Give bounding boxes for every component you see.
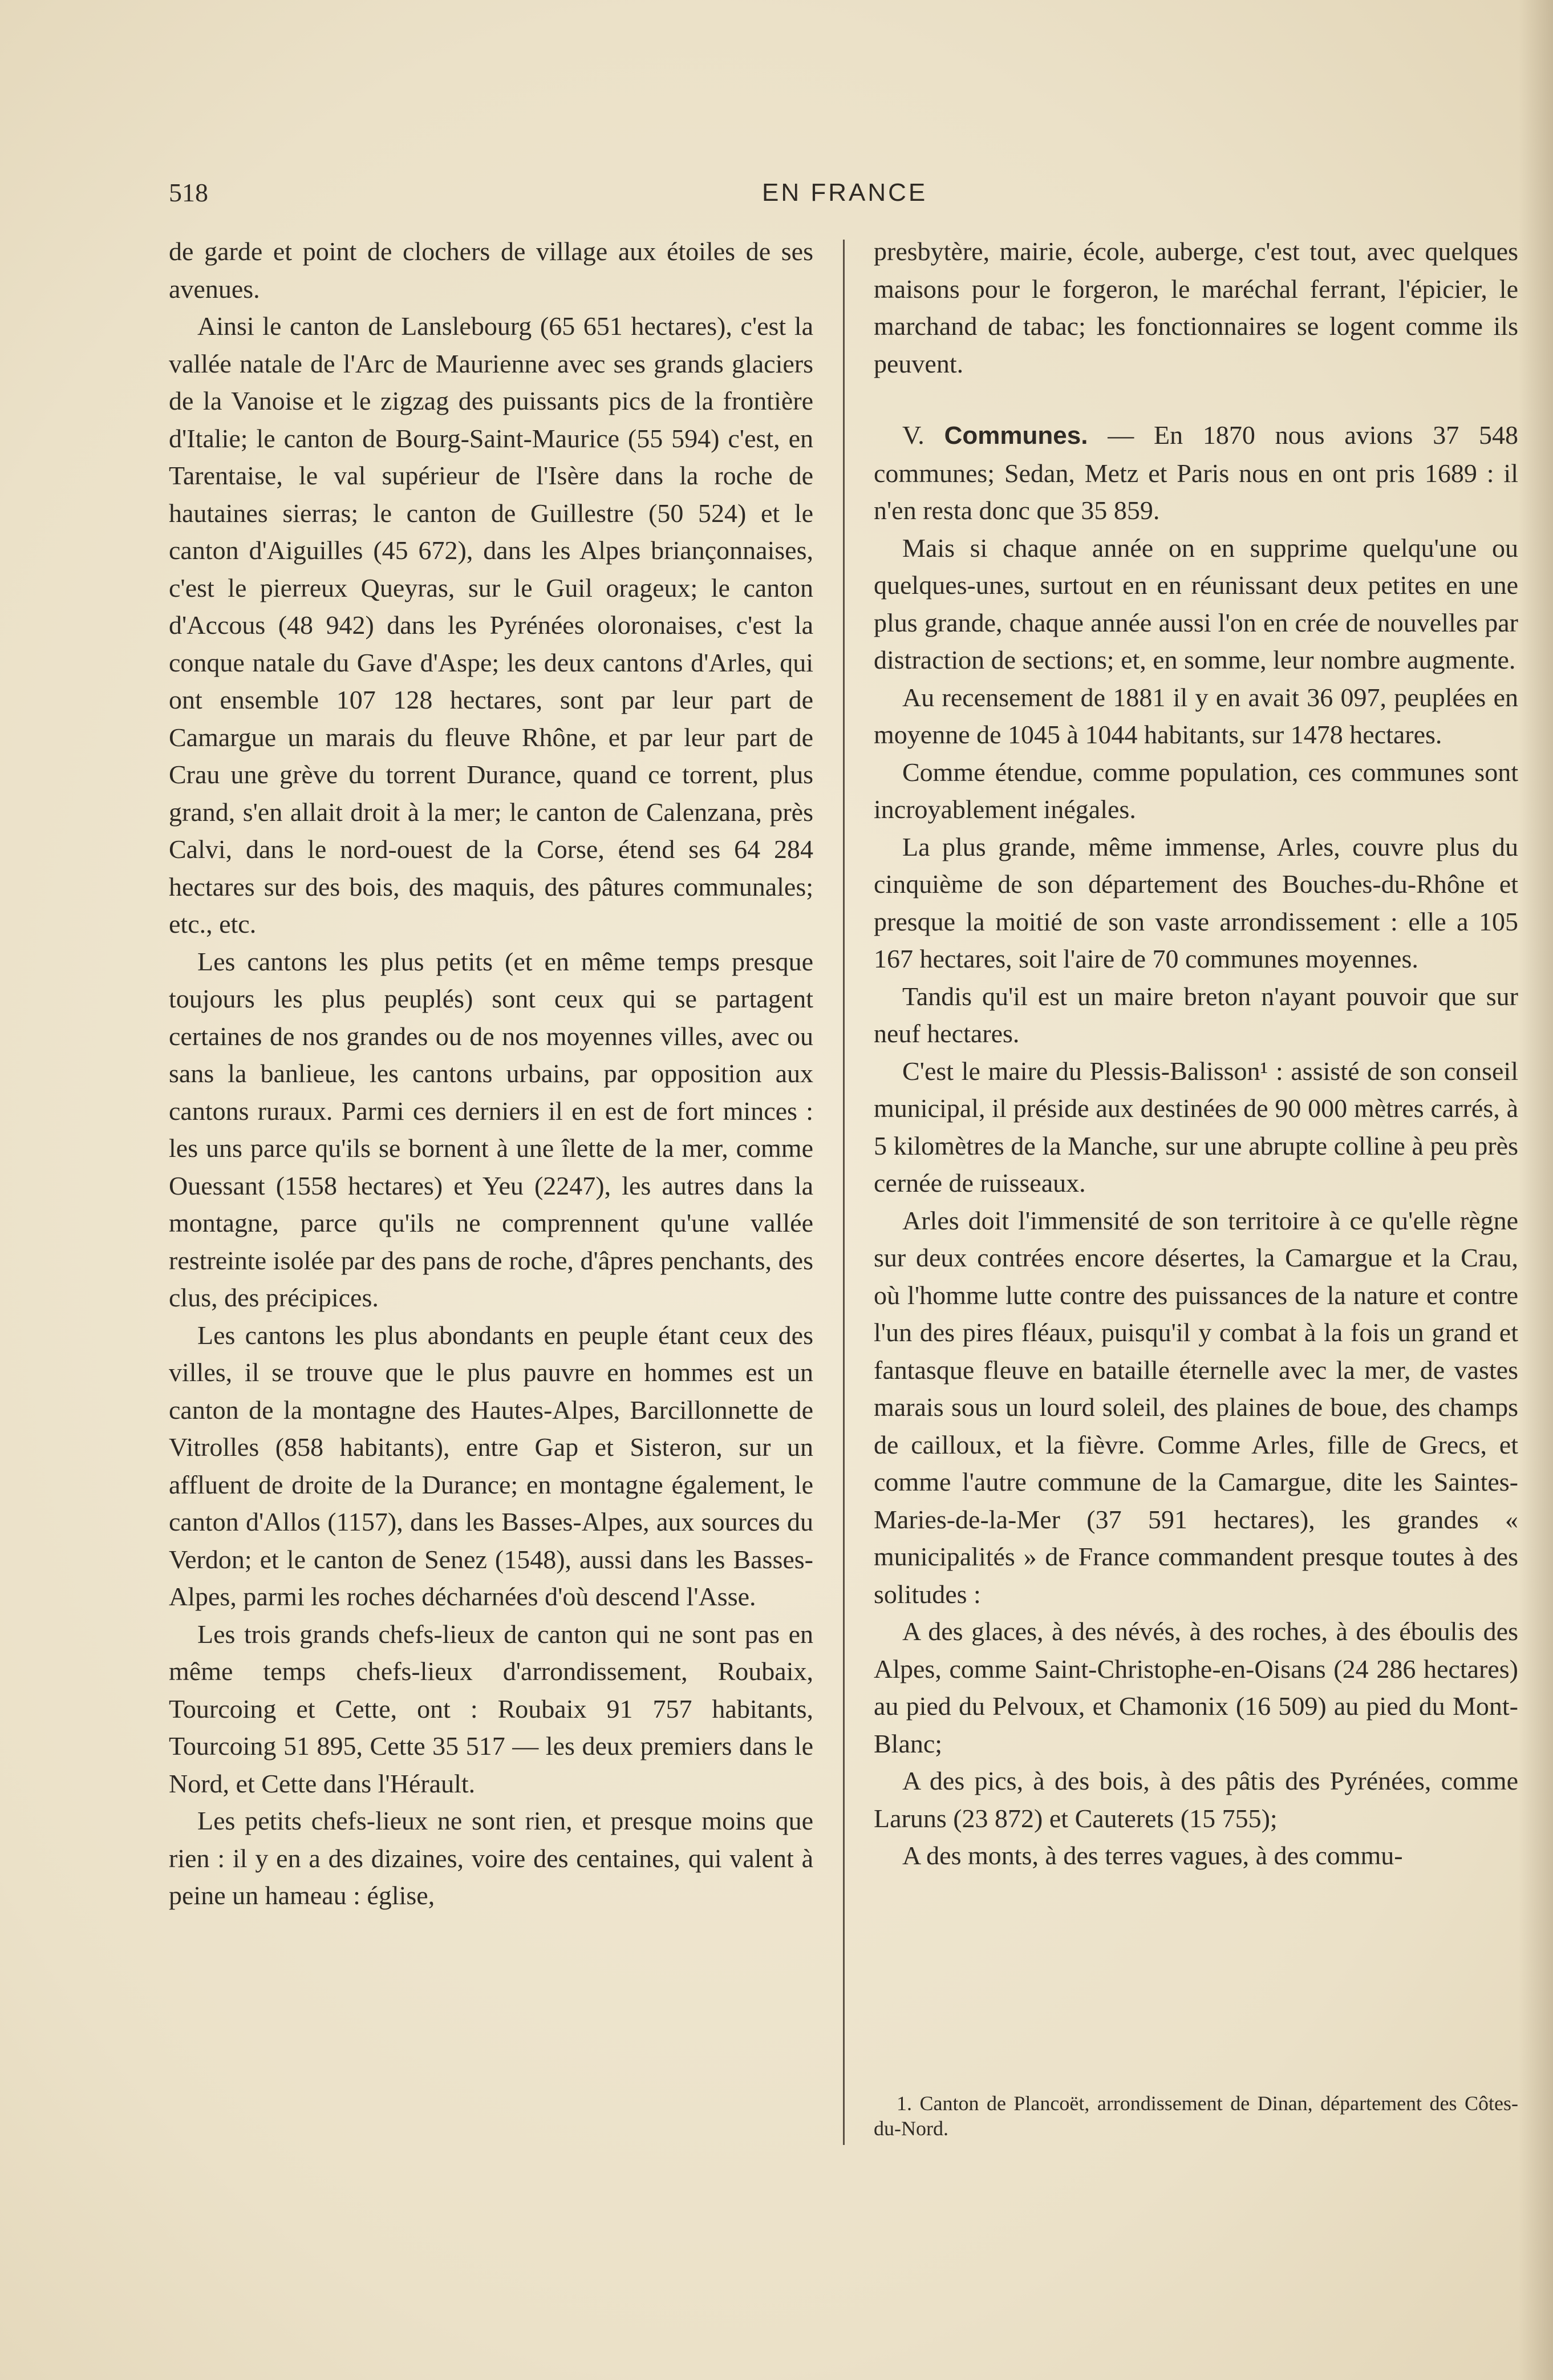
section-heading: Communes. [944,422,1088,450]
paragraph: A des pics, à des bois, à des pâtis des Pyrénées, comme Laruns (23 872) et Cauterets (15 755); [874,1766,1518,1833]
paragraph: La plus grande, même immense, Arles, couvre plus du cinquième de son département des Bouches-du-Rhône et presque la moitié de son vaste arrondissement : elle a 105 167 hectares, soit l'aire de 70 communes moyennes. [874,832,1518,973]
paragraph: de garde et point de clochers de village aux étoiles de ses avenues. [169,237,813,303]
paragraph: Les trois grands chefs-lieux de canton qui ne sont pas en même temps chefs-lieux d'arrondissement, Roubaix, Tourcoing et Cette, ont : Roubaix 91 757 habitants, Tourcoing 51 895, Cette 35 517 — les deux premiers dans le Nord, et Cette dans l'Hérault. [169,1619,813,1798]
page-edge-shadow [1519,0,1553,2380]
paragraph: Au recensement de 1881 il y en avait 36 097, peuplées en moyenne de 1045 à 1044 habitants, sur 1478 hectares. [874,682,1518,749]
right-column [874,233,1518,2150]
running-title: EN FRANCE [762,179,928,207]
running-head [169,176,1518,210]
paragraph: presbytère, mairie, école, auberge, c'est tout, avec quelques maisons pour le forgeron, le maréchal ferrant, l'épicier, le marchand de tabac; les fonctionnaires se logent comme ils peuvent. [874,237,1518,378]
paragraph: Comme étendue, comme population, ces communes sont incroyablement inégales. [874,757,1518,824]
paragraph: A des glaces, à des névés, à des roches, à des éboulis des Alpes, comme Saint-Christophe-en-Oisans (24 286 hectares) au pied du Pelvoux, et Chamonix (16 509) au pied du Mont-Blanc; [874,1617,1518,1758]
paragraph: Les cantons les plus abondants en peuple étant ceux des villes, il se trouve que le plus pauvre en hommes est un canton de la montagne des Hautes-Alpes, Barcillonnette de Vitrolles (858 habitants), entre Gap et Sisteron, sur un affluent de droite de la Durance; en montagne également, le canton d'Allos (1157), dans les Basses-Alpes, aux sources du Verdon; et le canton de Senez (1548), aussi dans les Basses-Alpes, parmi les roches décharnées d'où descend l'Asse. [169,1320,813,1611]
paragraph: Ainsi le canton de Lanslebourg (65 651 hectares), c'est la vallée natale de l'Arc de Maurienne avec ses grands glaciers de la Vanoise et le zigzag des puissants pics de la frontière d'Italie; le canton de Bourg-Saint-Maurice (55 594) c'est, en Tarentaise, le val supérieur de l'Isère dans la roche de hautaines sierras; le canton de Guillestre (50 524) et le canton d'Aiguilles (45 672), dans les Alpes briançonnaises, c'est le pierreux Queyras, sur le Guil orageux; le canton d'Accous (48 942) dans les Pyrénées oloronaises, c'est la conque natale du Gave d'Aspe; les deux cantons d'Arles, qui ont ensemble 107 128 hectares, sont par leur part de Camargue un marais du fleuve Rhône, et par leur part de Crau une grève du torrent Durance, quand ce torrent, plus grand, s'en allait droit à la mer; le canton de Calenzana, près Calvi, dans le nord-ouest de la Corse, étend ses 64 284 hectares sur des bois, des maquis, des pâtures communales; etc., etc. [169,311,813,938]
paragraph: Les cantons les plus petits (et en même temps presque toujours les plus peuplés) sont ceux qui se partagent certaines de nos grandes ou de nos moyennes villes, avec ou sans la banlieue, les cantons urbains, par opposition aux cantons ruraux. Parmi ces derniers il en est de fort minces : les uns parce qu'ils se bornent à une îlette de la mer, comme Ouessant (1558 hectares) et Yeu (2247), les autres dans la montagne, parce qu'ils ne comprennent qu'une vallée restreinte isolée par des pans de roche, d'âpres penchants, des clus, des précipices. [169,946,813,1312]
section-number: V. [902,420,924,450]
left-column [169,233,813,2150]
paragraph: Les petits chefs-lieux ne sont rien, et presque moins que rien : il y en a des dizaines, voire des centaines, qui valent à peine un hameau : église, [169,1806,813,1910]
paragraph: Arles doit l'immensité de son territoire à ce qu'elle règne sur deux contrées encore désertes, la Camargue et la Crau, où l'homme lutte contre des puissances de la nature et contre l'un des pires fléaux, puisqu'il y combat à la fois un grand et fantasque fleuve en bataille éternelle avec la mer, de vastes marais sous un lourd soleil, des plaines de boue, des champs de cailloux, et la fièvre. Comme Arles, fille de Grecs, et comme l'autre commune de la Camargue, dite les Saintes-Maries-de-la-Mer (37 591 hectares), les grandes « municipalités » de France commandent presque toutes à des solitudes : [874,1205,1518,1609]
paragraph: A des monts, à des terres vagues, à des commu- [902,1841,1403,1870]
paragraph: C'est le maire du Plessis-Balisson¹ : assisté de son conseil municipal, il préside aux destinées de 90 000 mètres carrés, à 5 kilomètres de la Manche, sur une abrupte colline à peu près cernée de ruisseaux. [874,1056,1518,1197]
footnote: 1. Canton de Plancoët, arrondissement de Dinan, département des Côtes-du-Nord. [874,2092,1518,2140]
column-rule [843,240,845,2145]
paragraph: Mais si chaque année on en supprime quelqu'une ou quelques-unes, surtout en en réunissant deux petites en une plus grande, chaque année aussi l'on en crée de nouvelles par distraction de sections; et, en somme, leur nombre augmente. [874,533,1518,674]
paragraph: Tandis qu'il est un maire breton n'ayant pouvoir que sur neuf hectares. [874,981,1518,1048]
section-text: — En 1870 nous avions 37 548 communes; Sedan, Metz et Paris nous en ont pris 1689 : il n'en resta donc que 35 859. [874,420,1519,525]
section-paragraph [874,416,1518,529]
page-number: 518 [169,178,208,207]
